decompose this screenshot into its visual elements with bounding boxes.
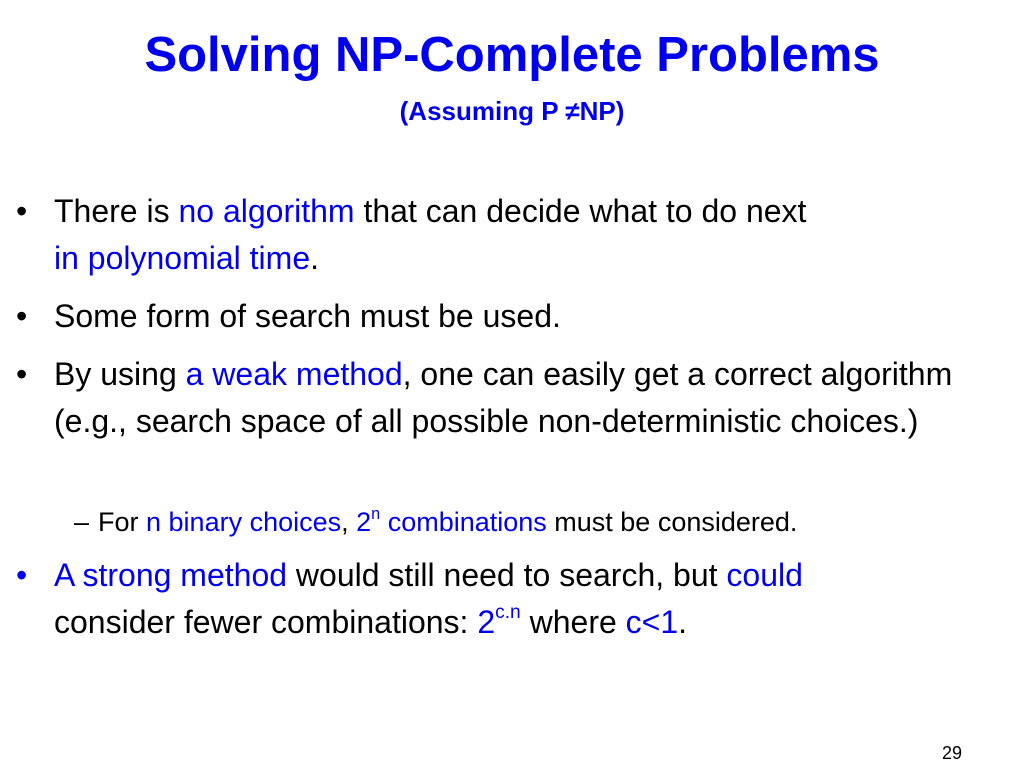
bullet-text: that can decide what to do next bbox=[354, 193, 807, 229]
bullet-text: By using bbox=[54, 356, 186, 392]
sub-bullet-binary-choices bbox=[74, 502, 1008, 542]
highlight-weak-method: a weak method bbox=[185, 356, 403, 392]
bullet-text: Some form of search must be used. bbox=[54, 298, 561, 334]
bullet-text: must be considered. bbox=[546, 507, 798, 537]
slide-subtitle: (Assuming P ≠NP) bbox=[399, 96, 625, 126]
highlight-c-less-than-1: c<1 bbox=[625, 604, 679, 640]
exponent-n: n bbox=[371, 504, 381, 523]
bullet-text: There is bbox=[54, 193, 179, 229]
bullet-text: consider fewer combinations: bbox=[54, 604, 478, 640]
bullet-marker: • bbox=[16, 298, 28, 334]
page-number: 29 bbox=[941, 743, 962, 763]
highlight-could: could bbox=[726, 557, 803, 593]
highlight-strong-method: A strong method bbox=[54, 557, 288, 593]
bullet-text: , bbox=[341, 507, 357, 537]
highlight-polynomial-time: in polynomial time bbox=[54, 240, 311, 276]
bullet-item-strong-method bbox=[16, 552, 1014, 646]
exponent-cn: c.n bbox=[495, 602, 521, 624]
bullet-marker: • bbox=[16, 356, 28, 392]
highlight-no-algorithm: no algorithm bbox=[178, 193, 355, 229]
bullet-text: where bbox=[520, 604, 626, 640]
slide-title: Solving NP-Complete Problems bbox=[144, 28, 880, 82]
highlight-binary-choices: n binary choices bbox=[146, 507, 342, 537]
exponent-base: 2 bbox=[477, 604, 496, 640]
bullet-item-no-algorithm bbox=[16, 188, 1014, 282]
bullet-text: For bbox=[98, 507, 147, 537]
bullet-text: . bbox=[678, 604, 688, 640]
highlight-combinations: combinations bbox=[380, 507, 547, 537]
exponent-base: 2 bbox=[356, 507, 372, 537]
bullet-marker: • bbox=[16, 557, 28, 593]
sub-bullet-marker: – bbox=[74, 507, 90, 537]
bullet-item-weak-method bbox=[16, 351, 1014, 445]
bullet-text: , one can easily get a correct algorithm (e.g., search space of all possible non-deterministic choices.) bbox=[54, 356, 953, 439]
bullet-marker: • bbox=[16, 193, 28, 229]
bullet-text: would still need to search, but bbox=[287, 557, 727, 593]
bullet-text: . bbox=[310, 240, 319, 276]
bullet-item-search bbox=[16, 293, 1014, 340]
